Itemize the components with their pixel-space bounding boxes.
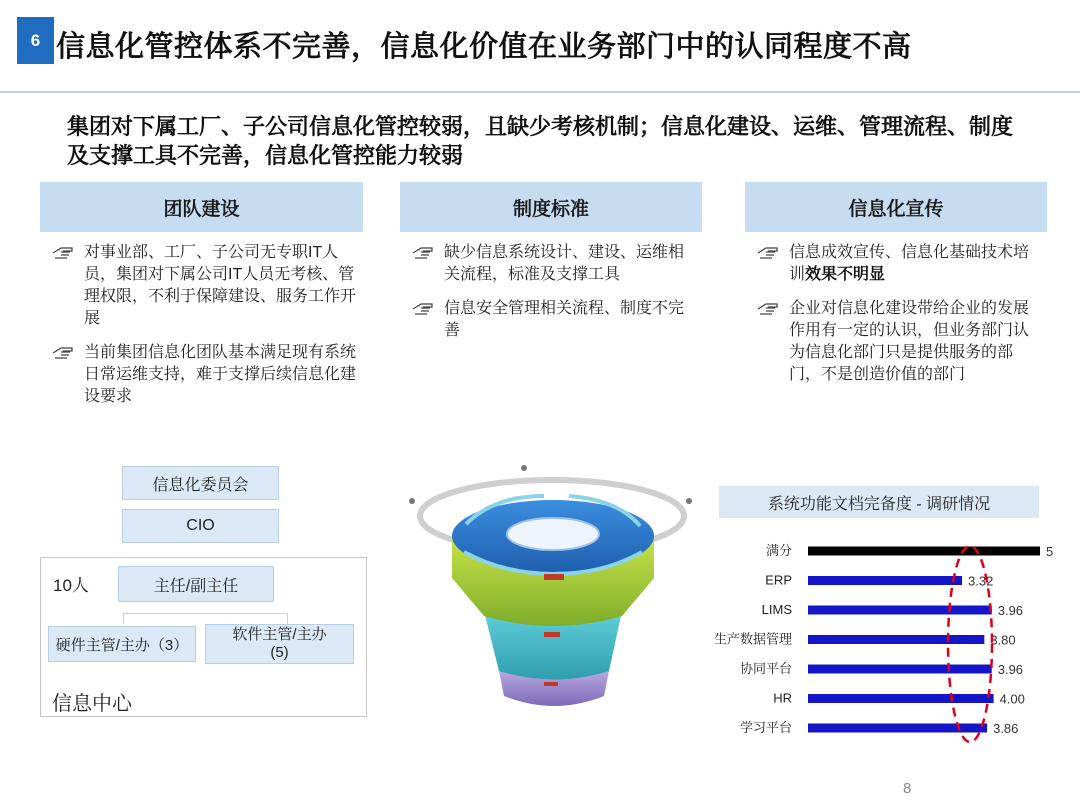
column-heading-promotion: 信息化宣传	[745, 182, 1047, 232]
category-label: 生产数据管理	[713, 631, 792, 647]
column-heading-standards: 制度标准	[400, 182, 702, 232]
category-label: LIMS	[761, 602, 792, 617]
list-item: 企业对信息化建设带给企业的发展作用有一定的认识，但业务部门认为信息化部门只是提供服务的部门，不是创造价值的部门	[745, 298, 1037, 386]
chart-title: 系统功能文档完备度 - 调研情况	[719, 486, 1039, 518]
connector-line	[123, 613, 288, 624]
list-item: 信息安全管理相关流程、制度不完善	[400, 298, 695, 342]
cio-box: CIO	[122, 509, 279, 543]
slide-number-badge: 6	[17, 17, 54, 64]
category-label: 学习平台	[739, 720, 792, 735]
category-label: 满分	[765, 543, 792, 558]
bar	[808, 694, 994, 703]
intro-text: 集团对下属工厂、子公司信息化管控较弱，且缺少考核机制；信息化建设、运维、管理流程、制度及支撑工具不完善，信息化管控能力较弱	[67, 114, 1014, 168]
info-center-label: 信息中心	[52, 693, 132, 715]
page-number: 8	[903, 780, 912, 797]
committee-box: 信息化委员会	[122, 466, 279, 500]
bar	[808, 606, 992, 615]
headcount-label: 10人	[53, 576, 89, 595]
data-label: 3.86	[993, 721, 1019, 736]
list-item: 对事业部、工厂、子公司无专职IT人员，集团对下属公司IT人员无考核、管理权限，不利于保障建设、服务工作开展	[40, 242, 366, 330]
data-label: 3.96	[997, 603, 1024, 618]
completeness-bar-chart	[680, 530, 1070, 745]
list-item: 缺少信息系统设计、建设、运维相关流程，标准及支撑工具	[400, 242, 695, 286]
software-box	[205, 624, 354, 664]
bar	[808, 547, 1040, 556]
pointing-hand-icon	[52, 244, 78, 260]
list-item: 信息成效宣传、信息化基础技术培训效果不明显	[745, 242, 1037, 286]
team-bullet-list	[40, 242, 366, 420]
hardware-box: 硬件主管/主办（3）	[48, 626, 196, 662]
standards-bullet-list	[400, 242, 695, 354]
list-item: 当前集团信息化团队基本满足现有系统日常运维支持，难于支撑后续信息化建设要求	[40, 342, 366, 408]
category-label: 协同平台	[739, 661, 792, 676]
title-divider	[0, 91, 1080, 93]
promotion-bullet-list	[745, 242, 1037, 398]
it-management-cycle-illustration	[404, 456, 704, 726]
pointing-hand-icon	[412, 300, 438, 316]
column-heading-team: 团队建设	[40, 182, 363, 232]
director-box: 主任/副主任	[118, 566, 274, 602]
bar	[808, 635, 984, 644]
pointing-hand-icon	[52, 344, 78, 360]
pointing-hand-icon	[757, 300, 783, 316]
bar	[808, 576, 962, 585]
data-label: 5	[1046, 544, 1054, 559]
data-label: 3.96	[997, 662, 1024, 677]
data-label: 3.80	[990, 632, 1016, 648]
software-label: 软件主管/主办	[232, 626, 327, 643]
software-count: (5)	[270, 644, 289, 661]
bar	[808, 665, 992, 674]
pointing-hand-icon	[412, 244, 438, 260]
data-label: 3.32	[968, 573, 994, 589]
category-label: ERP	[765, 572, 792, 588]
pointing-hand-icon	[757, 244, 783, 260]
slide-title: 信息化管控体系不完善，信息化价值在业务部门中的认同程度不高	[56, 31, 912, 63]
emphasis-text: 效果不明显	[805, 266, 886, 283]
category-label: HR	[773, 690, 792, 706]
bar	[808, 724, 987, 733]
data-label: 4.00	[999, 691, 1025, 707]
